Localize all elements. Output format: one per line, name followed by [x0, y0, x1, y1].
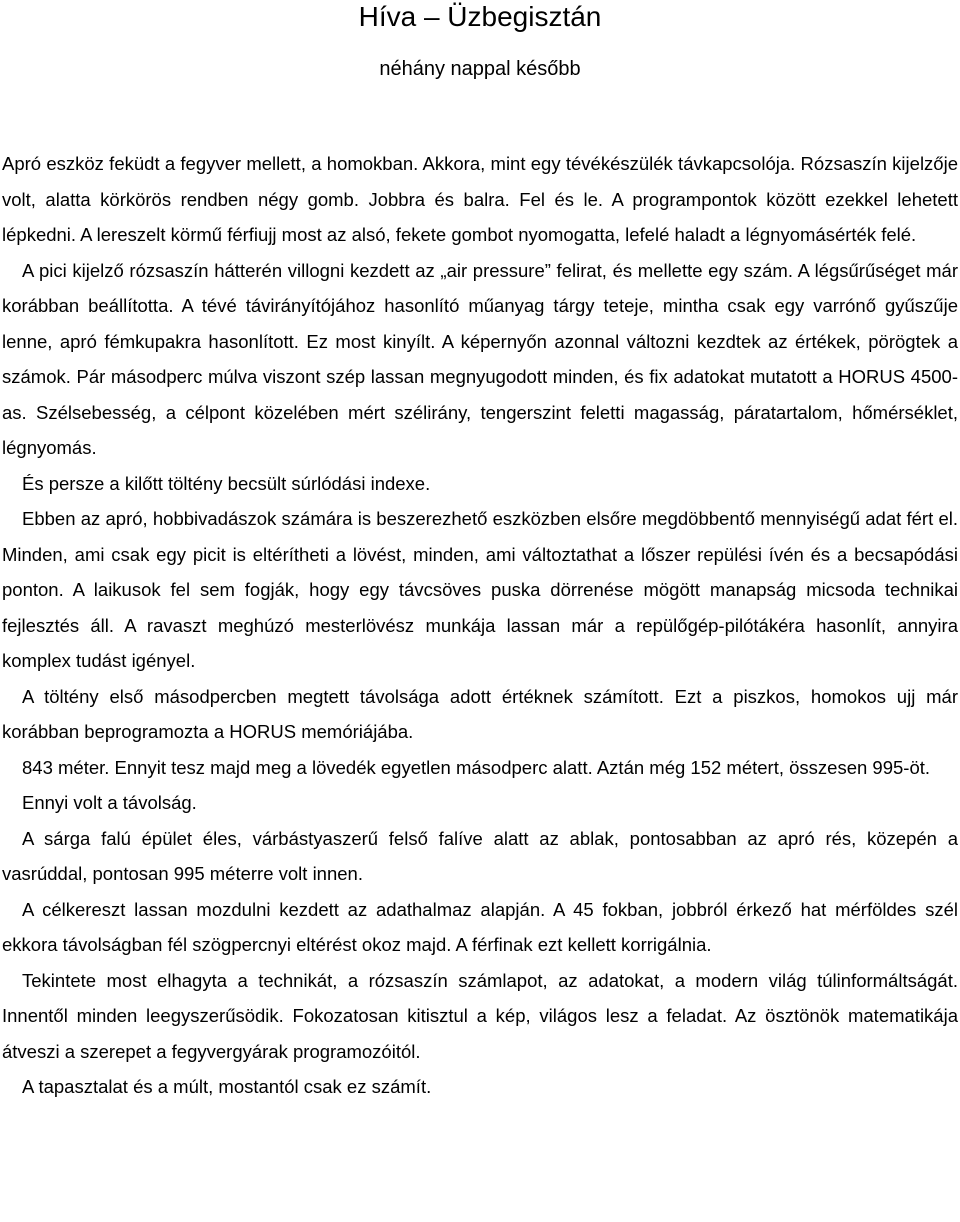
- paragraph: És persze a kilőtt töltény becsült súrlódási indexe.: [22, 472, 431, 494]
- paragraph: A töltény első másodpercben megtett távolsága adott értéknek számított. Ezt a piszkos, homokos ujj már korábban beprogramozta a HORUS memóriájába.: [2, 685, 958, 742]
- paragraph: A tapasztalat és a múlt, mostantól csak ez számít.: [22, 1076, 432, 1097]
- paragraph: 843 méter. Ennyit tesz majd meg a lövedék egyetlen másodperc alatt. Aztán még 152 métert, összesen 995-öt.: [22, 756, 931, 778]
- paragraph: Apró eszköz feküdt a fegyver mellett, a homokban. Akkora, mint egy tévékészülék távkapcsolója. Rózsaszín kijelzője volt, alatta körkörös rendben négy gomb. Jobbra és balra. Fel és le. A programpontok között ezekkel lehetett lépkedni. A lereszelt körmű férfiujj most az alsó, fekete gombot nyomogatta, lefelé haladt a légnyomásérték felé.: [2, 153, 958, 245]
- paragraph: A pici kijelző rózsaszín hátterén villogni kezdett az „air pressure” felirat, és mellette egy szám. A légsűrűséget már korábban beállította. A tévé távirányítójához hasonlító műanyag tárgy teteje, mintha csak egy varrónő gyűszűje lenne, apró fémkupakra hasonlított. Ez most kinyílt. A képernyőn azonnal változni kezdtek az értékek, pörögtek a számok. Pár másodperc múlva viszont szép lassan megnyugodott minden, és fix adatokat mutatott a HORUS 4500-as. Szélsebesség, a célpont közelében mért szélirány, tengerszint feletti magasság, páratartalom, hőmérséklet, légnyomás.: [2, 259, 958, 458]
- page-subtitle: néhány nappal később: [379, 58, 581, 80]
- document-body: [2, 146, 958, 1105]
- paragraph: Ennyi volt a távolság.: [22, 792, 197, 813]
- paragraph: A sárga falú épület éles, várbástyaszerű felső falíve alatt az ablak, pontosabban az apró rés, közepén a vasrúddal, pontosan 995 méterre volt innen.: [2, 827, 958, 884]
- page-title: Híva – Üzbegisztán: [358, 1, 602, 32]
- paragraph: A célkereszt lassan mozdulni kezdett az adathalmaz alapján. A 45 fokban, jobbról érkező hat mérföldes szél ekkora távolságban fél szögpercnyi eltérést okoz majd. A férfinak ezt kellett korrigálnia.: [2, 898, 958, 955]
- paragraph: Tekintete most elhagyta a technikát, a rózsaszín számlapot, az adatokat, a modern világ túlinformáltságát. Innentől minden leegyszerűsödik. Fokozatosan kitisztul a kép, világos lesz a feladat. Az ösztönök matematikája átveszi a szerepet a fegyvergyárak programozóitól.: [2, 969, 958, 1062]
- paragraph: Ebben az apró, hobbivadászok számára is beszerezhető eszközben elsőre megdöbbentő mennyiségű adat fért el. Minden, ami csak egy picit is eltérítheti a lövést, minden, ami változtathat a lőszer repülési ívén és a becsapódási ponton. A laikusok fel sem fogják, hogy egy távcsöves puska dörrenése mögött manapság micsoda technikai fejlesztés áll. A ravaszt meghúzó mesterlövész munkája lassan már a repülőgép-pilótákéra hasonlít, annyira komplex tudást igényel.: [2, 508, 958, 671]
